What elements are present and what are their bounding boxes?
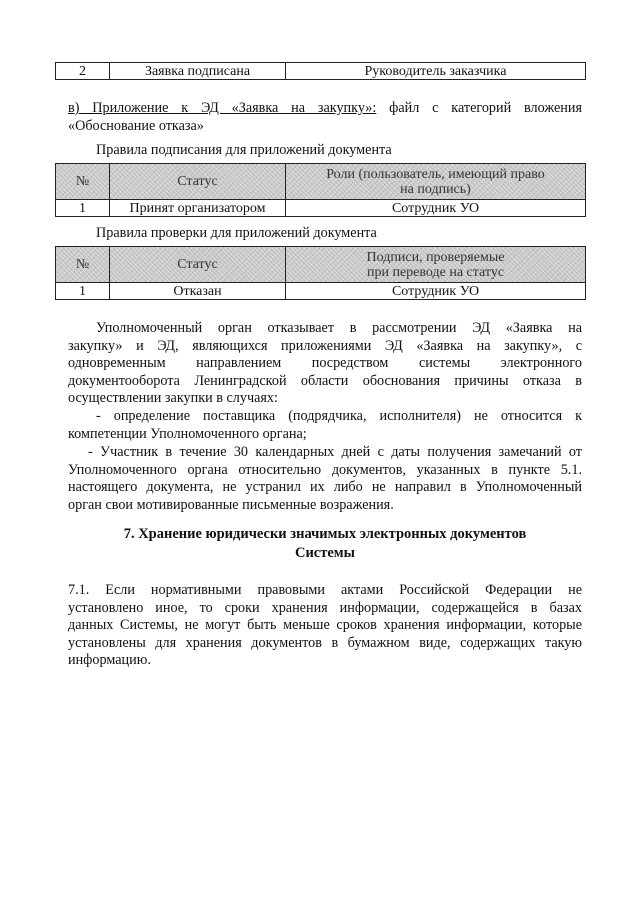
text-line: документооборота Ленинградской области обоснования причины отказа в [68, 372, 582, 389]
paragraph-7-1 [68, 582, 582, 670]
attachment-heading [68, 100, 582, 118]
table-cell-status: Отказан [110, 283, 286, 300]
text-line: данных Системы, не могут быть меньше сроков хранения информации, которые [68, 617, 582, 634]
text-line: установлено иное, то сроки хранения информации, содержащейся в базах [68, 599, 582, 616]
paragraph-refusal [68, 320, 582, 408]
text-line: Уполномоченного органа относительно документов, указанных в пункте 5.1. [68, 461, 582, 478]
text-line: - Участник в течение 30 календарных дней с даты получения замечаний от [88, 444, 582, 460]
attachment-heading-link: в) Приложение к ЭД «Заявка на закупку»: [68, 100, 377, 116]
text-line: компетенции Уполномоченного органа; [68, 425, 307, 442]
sign-rules-table [55, 163, 586, 217]
text-line: Уполномоченный орган отказывает в рассмотрении ЭД «Заявка на [96, 320, 582, 336]
table-cell-status: Заявка подписана [110, 63, 286, 80]
text-line: настоящего документа, не устранил их либо не направил в Уполномоченный [68, 479, 582, 496]
section-title [68, 525, 582, 563]
table-cell-num: 2 [56, 63, 110, 80]
text-line: 7.1. Если нормативными правовыми актами Российской Федерации не [68, 582, 582, 598]
paragraph-case-1 [68, 408, 582, 443]
header-role [286, 164, 586, 200]
sign-rules-caption: Правила подписания для приложений документа [96, 142, 392, 158]
text-line: одновременным направлением посредством системы электронного [68, 355, 582, 372]
table-cell-check: Сотрудник УО [286, 283, 586, 300]
table-cell-status: Принят организатором [110, 200, 286, 217]
text-line: осуществлении закупки в случаях: [68, 390, 278, 407]
section-title-line1: 7. Хранение юридически значимых электронных документов [123, 526, 527, 542]
text-line: закупку» и ЭД, являющихся приложениями ЭД «Заявка на закупку», с [68, 337, 582, 354]
table-header-row [56, 247, 586, 283]
text-line: информацию. [68, 652, 151, 669]
top-table [55, 62, 586, 80]
header-num: № [56, 247, 110, 283]
table-cell-role: Сотрудник УО [286, 200, 586, 217]
table-cell-num: 1 [56, 200, 110, 217]
header-status: Статус [110, 164, 286, 200]
check-rules-caption: Правила проверки для приложений документа [96, 225, 377, 241]
text-line: - определение поставщика (подрядчика, исполнителя) не относится к [96, 408, 582, 424]
table-row [56, 200, 586, 217]
table-header-row [56, 164, 586, 200]
section-title-line2: Системы [294, 545, 356, 561]
table-row [56, 63, 586, 80]
attachment-heading-line2: «Обоснование отказа» [68, 118, 204, 134]
header-status: Статус [110, 247, 286, 283]
header-check-line2: при переводе на статус [366, 264, 505, 280]
table-cell-num: 1 [56, 283, 110, 300]
header-role-line1: Роли (пользователь, имеющий право [326, 166, 545, 182]
table-cell-role: Руководитель заказчика [286, 63, 586, 80]
header-role-line2: на подпись) [400, 181, 471, 197]
header-num: № [56, 164, 110, 200]
text-line: орган свои мотивированные письменные возражения. [68, 496, 394, 513]
check-rules-table [55, 246, 586, 300]
table-row [56, 283, 586, 300]
paragraph-case-2 [68, 444, 582, 514]
header-check-line1: Подписи, проверяемые [366, 249, 505, 265]
attachment-heading-rest: файл с категорий вложения [376, 100, 582, 116]
text-line: установлены для хранения документов в бумажном виде, содержащих такую [68, 634, 582, 651]
header-check [286, 247, 586, 283]
